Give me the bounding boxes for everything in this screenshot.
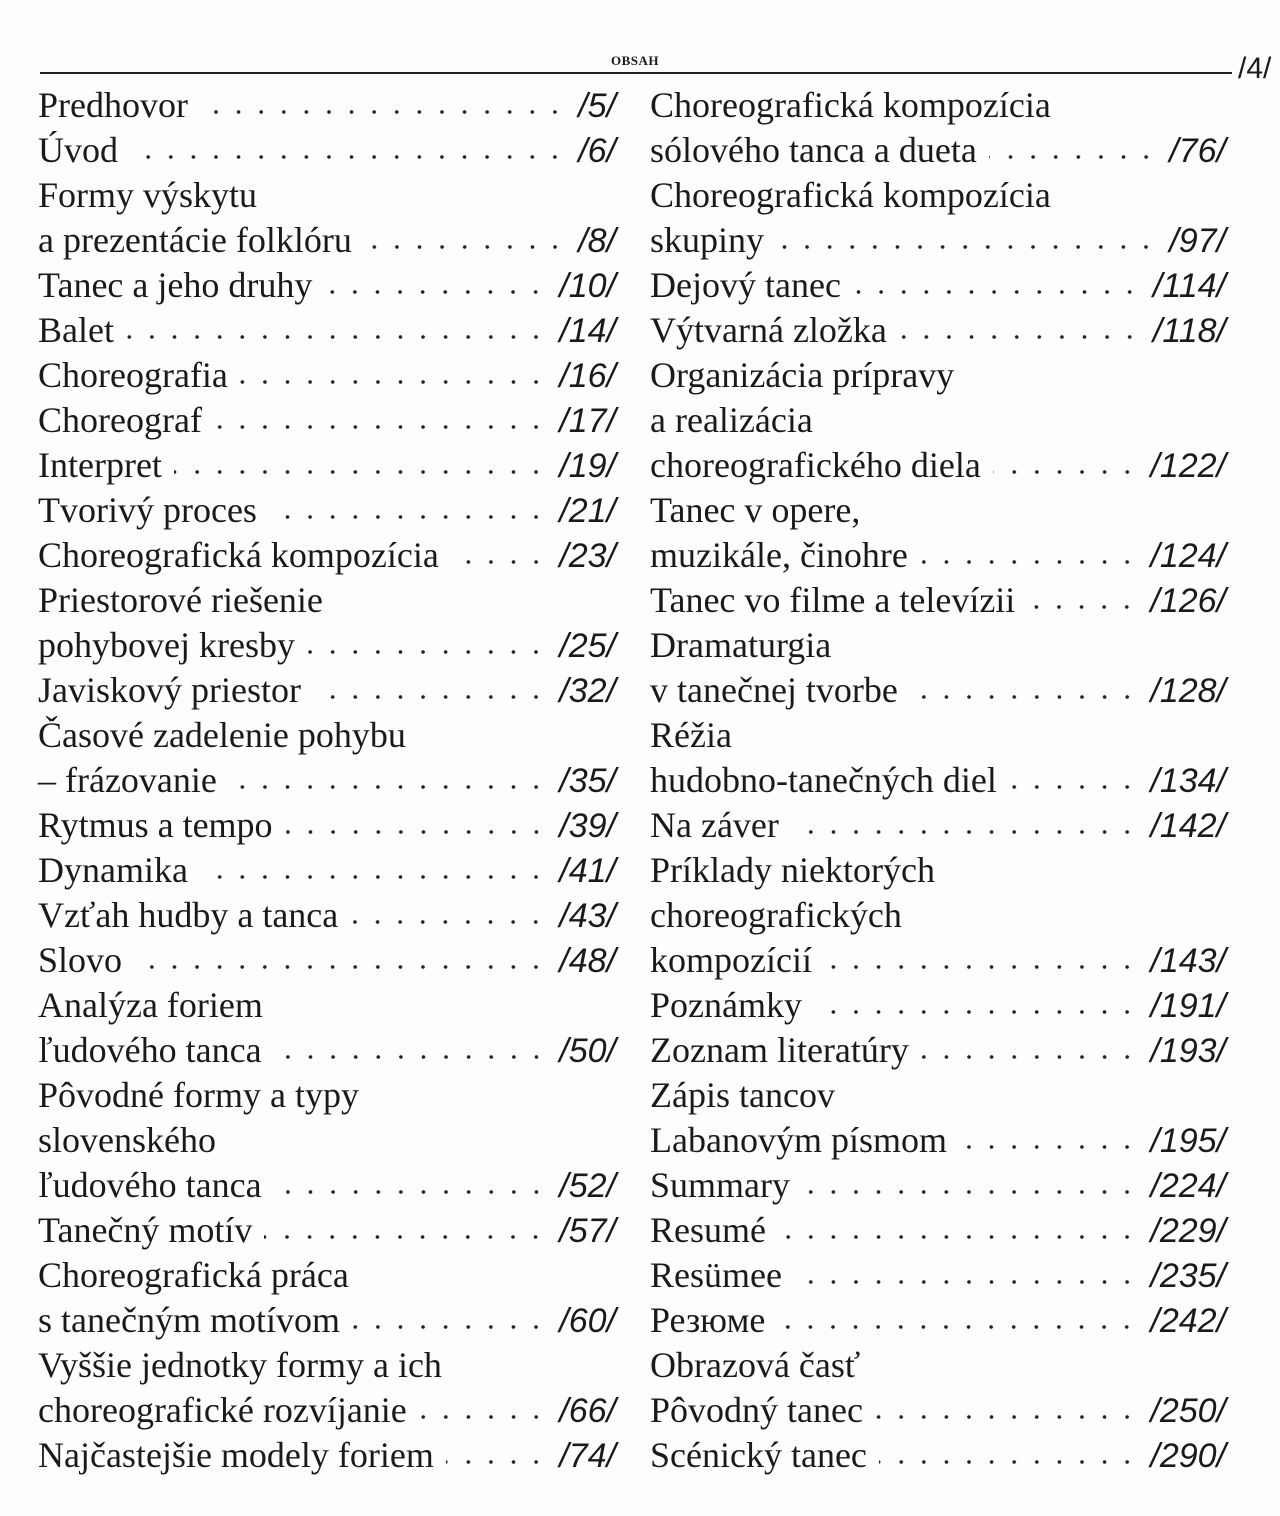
toc-entry-title: choreografické rozvíjanie — [38, 1390, 407, 1430]
dot-leader — [989, 152, 1157, 162]
dot-leader — [776, 242, 1157, 252]
toc-entry-line — [38, 578, 616, 623]
dot-leader — [174, 467, 547, 477]
toc-entry-title: Rytmus a tempo — [38, 805, 273, 845]
toc-entry-line — [650, 1118, 1226, 1163]
dot-leader — [791, 827, 1138, 837]
toc-entry-line — [650, 938, 1226, 983]
toc-page-number: /21/ — [559, 492, 616, 530]
toc-entry-title: Tanec v opere, — [650, 490, 861, 530]
toc-entry-title: Výtvarná zložka — [650, 310, 887, 350]
toc-entry-line — [38, 173, 616, 218]
toc-entry-line — [38, 353, 616, 398]
toc-entry-line — [38, 803, 616, 848]
toc-entry-title: choreografických — [650, 895, 902, 935]
toc-entry-line — [650, 1028, 1226, 1073]
toc-entry-title: Choreograf — [38, 400, 202, 440]
toc-entry-line — [650, 1433, 1226, 1478]
dot-leader — [134, 962, 547, 972]
toc-entry-title: skupiny — [650, 220, 765, 260]
toc-entry-title: Scénický tanec — [650, 1435, 867, 1475]
toc-page-number: /48/ — [559, 942, 616, 980]
toc-entry-title: Zápis tancov — [650, 1075, 835, 1115]
dot-leader — [324, 287, 547, 297]
toc-entry-line — [38, 1073, 616, 1118]
toc-entry-title: Interpret — [38, 445, 162, 485]
toc-entry-line — [650, 398, 1226, 443]
toc-page-number: /229/ — [1150, 1212, 1226, 1250]
toc-entry-title: pohybovej kresby — [38, 625, 295, 665]
toc-entry-title: Pôvodný tanec — [650, 1390, 863, 1430]
toc-entry-title: Choreografická kompozícia — [38, 535, 439, 575]
toc-page-number: /134/ — [1150, 762, 1226, 800]
toc-entry-line — [650, 623, 1226, 668]
toc-entry-title: ľudového tanca — [38, 1165, 262, 1205]
dot-leader — [264, 1232, 547, 1242]
toc-page-number: /191/ — [1150, 987, 1226, 1025]
toc-entry-line — [38, 1163, 616, 1208]
dot-leader — [126, 332, 547, 342]
toc-page-number: /16/ — [559, 357, 616, 395]
toc-entry-title: Resumé — [650, 1210, 766, 1250]
toc-page-number: /50/ — [559, 1032, 616, 1070]
toc-entry-line — [38, 893, 616, 938]
toc-page-number: /122/ — [1150, 447, 1226, 485]
toc-entry-line — [650, 848, 1226, 893]
toc-entry-title: Javiskový priestor — [38, 670, 301, 710]
dot-leader — [214, 422, 547, 432]
toc-page-number: /195/ — [1150, 1122, 1226, 1160]
dot-leader — [921, 1052, 1138, 1062]
toc-entry-line — [38, 848, 616, 893]
toc-entry-title: s tanečným motívom — [38, 1300, 340, 1340]
toc-page-number: /114/ — [1152, 267, 1226, 305]
toc-page-number: /250/ — [1150, 1392, 1226, 1430]
toc-entry-title: Obrazová časť — [650, 1345, 861, 1385]
section-title: OBSAH — [610, 53, 659, 68]
toc-entry-line — [38, 1208, 616, 1253]
toc-entry-line — [38, 1433, 616, 1478]
toc-page-number: /17/ — [559, 402, 616, 440]
toc-entry-line — [650, 803, 1226, 848]
toc-entry-line — [650, 1298, 1226, 1343]
toc-entry-line — [650, 218, 1226, 263]
toc-entry-line — [38, 1028, 616, 1073]
toc-entry-title: Poznámky — [650, 985, 802, 1025]
toc-entry-line — [38, 758, 616, 803]
toc-entry-line — [38, 1298, 616, 1343]
dot-leader — [130, 152, 566, 162]
toc-page-number: /60/ — [559, 1302, 616, 1340]
toc-entry-line — [650, 713, 1226, 758]
toc-entry-line — [38, 263, 616, 308]
dot-leader — [269, 512, 547, 522]
toc-page-number: /126/ — [1150, 582, 1226, 620]
dot-leader — [778, 1232, 1138, 1242]
toc-entry-title: sólového tanca a dueta — [650, 130, 977, 170]
toc-entry-title: Labanovým písmom — [650, 1120, 947, 1160]
toc-entry-line — [650, 1208, 1226, 1253]
dot-leader — [446, 1457, 547, 1467]
toc-entry-title: Balet — [38, 310, 114, 350]
toc-entry-title: Резюме — [650, 1300, 766, 1340]
toc-entry-title: a prezentácie folklóru — [38, 220, 352, 260]
dot-leader — [777, 1322, 1138, 1332]
toc-entry-title: muzikále, činohre — [650, 535, 908, 575]
dot-leader — [285, 827, 548, 837]
toc-entry-title: Slovo — [38, 940, 123, 980]
toc-entry-title: Vzťah hudby a tanca — [38, 895, 339, 935]
toc-page-number: /19/ — [559, 447, 616, 485]
toc-entry-line — [38, 83, 616, 128]
toc-entry-title: Tanec a jeho druhy — [38, 265, 313, 305]
toc-entry-line — [38, 623, 616, 668]
dot-leader — [364, 242, 566, 252]
toc-page-number: /25/ — [559, 627, 616, 665]
toc-entry-line — [650, 443, 1226, 488]
dot-leader — [307, 647, 547, 657]
toc-entry-title: Úvod — [38, 130, 118, 170]
toc-page-number: /290/ — [1150, 1437, 1226, 1475]
dot-leader — [920, 557, 1138, 567]
toc-entry-line — [38, 128, 616, 173]
toc-entry-title: Réžia — [650, 715, 732, 755]
toc-entry-line — [650, 983, 1226, 1028]
header-rule — [40, 72, 1232, 74]
toc-page-number: /35/ — [559, 762, 616, 800]
toc-entry-title: choreografického diela — [650, 445, 981, 485]
toc-entry-line — [38, 1253, 616, 1298]
toc-entry-title: kompozícií — [650, 940, 812, 980]
toc-entry-title: Choreografická práca — [38, 1255, 349, 1295]
toc-entry-line — [38, 1388, 616, 1433]
toc-page-number: /23/ — [559, 537, 616, 575]
toc-page-number: /76/ — [1169, 132, 1226, 170]
toc-entry-line — [650, 308, 1226, 353]
toc-entry-line — [650, 1253, 1226, 1298]
toc-page-number: /128/ — [1150, 672, 1226, 710]
toc-entry-line — [38, 938, 616, 983]
toc-entry-title: Dramaturgia — [650, 625, 832, 665]
toc-page-number: /10/ — [559, 267, 616, 305]
toc-entry-title: Summary — [650, 1165, 790, 1205]
dot-leader — [200, 107, 566, 117]
toc-entry-title: Pôvodné formy a typy — [38, 1075, 359, 1115]
toc-entry-title: Najčastejšie modely foriem — [38, 1435, 434, 1475]
toc-entry-line — [38, 713, 616, 758]
toc-entry-title: Analýza foriem — [38, 985, 263, 1025]
toc-entry-line — [650, 1163, 1226, 1208]
toc-entry-title: Dejový tanec — [650, 265, 841, 305]
toc-entry-line — [38, 668, 616, 713]
toc-right-column — [650, 83, 1226, 1478]
toc-entry-line — [650, 1073, 1226, 1118]
dot-leader — [240, 377, 547, 387]
toc-entry-title: Organizácia prípravy — [650, 355, 955, 395]
toc-page-number: /52/ — [559, 1167, 616, 1205]
toc-entry-title: Choreografická kompozícia — [650, 175, 1051, 215]
dot-leader — [899, 332, 1141, 342]
dot-leader — [352, 1322, 547, 1332]
toc-entry-title: v tanečnej tvorbe — [650, 670, 898, 710]
toc-page-number: /57/ — [559, 1212, 616, 1250]
toc-entry-title: Priestorové riešenie — [38, 580, 323, 620]
toc-entry-title: hudobno-tanečných diel — [650, 760, 997, 800]
toc-page-number: /142/ — [1150, 807, 1226, 845]
toc-entry-title: Choreografia — [38, 355, 228, 395]
toc-entry-line — [650, 1343, 1226, 1388]
toc-page-number: /224/ — [1150, 1167, 1226, 1205]
toc-page-number: /242/ — [1150, 1302, 1226, 1340]
toc-page-number: /193/ — [1150, 1032, 1226, 1070]
toc-entry-title: Choreografická kompozícia — [650, 85, 1051, 125]
toc-entry-line — [650, 668, 1226, 713]
toc-page-number: /66/ — [559, 1392, 616, 1430]
toc-entry-title: Vyššie jednotky formy a ich — [38, 1345, 442, 1385]
toc-entry-line — [38, 398, 616, 443]
toc-entry-title: Formy výskytu — [38, 175, 258, 215]
dot-leader — [419, 1412, 547, 1422]
dot-leader — [451, 557, 547, 567]
toc-page-number: /235/ — [1150, 1257, 1226, 1295]
dot-leader — [824, 962, 1138, 972]
toc-entry-line — [38, 1118, 616, 1163]
toc-entry-line — [650, 353, 1226, 398]
toc-entry-title: ľudového tanca — [38, 1030, 262, 1070]
toc-entry-line — [650, 173, 1226, 218]
dot-leader — [313, 692, 547, 702]
dot-leader — [910, 692, 1138, 702]
page-number: /4/ — [1238, 52, 1272, 85]
toc-left-column — [38, 83, 616, 1478]
toc-entry-title: Časové zadelenie pohybu — [38, 715, 406, 755]
dot-leader — [814, 1007, 1138, 1017]
dot-leader — [993, 467, 1139, 477]
dot-leader — [879, 1457, 1138, 1467]
toc-entry-line — [38, 533, 616, 578]
dot-leader — [794, 1277, 1138, 1287]
toc-entry-title: – frázovanie — [38, 760, 217, 800]
toc-entry-line — [38, 983, 616, 1028]
toc-page-number: /118/ — [1152, 312, 1226, 350]
toc-entry-title: Dynamika — [38, 850, 188, 890]
toc-entry-title: Tvorivý proces — [38, 490, 257, 530]
toc-entry-line — [650, 893, 1226, 938]
toc-page-number: /39/ — [559, 807, 616, 845]
dot-leader — [853, 287, 1141, 297]
dot-leader — [1027, 602, 1138, 612]
dot-leader — [875, 1412, 1138, 1422]
dot-leader — [229, 782, 547, 792]
toc-entry-title: a realizácia — [650, 400, 813, 440]
toc-page-number: /143/ — [1150, 942, 1226, 980]
toc-entry-line — [650, 578, 1226, 623]
toc-entry-title: Tanec vo filme a televízii — [650, 580, 1016, 620]
dot-leader — [274, 1187, 548, 1197]
toc-entry-line — [38, 308, 616, 353]
toc-page-number: /124/ — [1150, 537, 1226, 575]
toc-entry-title: Tanečný motív — [38, 1210, 253, 1250]
dot-leader — [274, 1052, 548, 1062]
dot-leader — [200, 872, 547, 882]
toc-entry-line — [38, 1343, 616, 1388]
toc-page-number: /32/ — [559, 672, 616, 710]
toc-page-number: /74/ — [559, 1437, 616, 1475]
dot-leader — [802, 1187, 1138, 1197]
toc-entry-line — [650, 488, 1226, 533]
toc-page-number: /6/ — [578, 132, 616, 170]
toc-entry-line — [650, 263, 1226, 308]
toc-entry-line — [650, 83, 1226, 128]
toc-entry-title: Predhovor — [38, 85, 188, 125]
toc-page-number: /8/ — [578, 222, 616, 260]
toc-entry-line — [38, 443, 616, 488]
toc-entry-title: slovenského — [38, 1120, 216, 1160]
toc-page-number: /97/ — [1169, 222, 1226, 260]
toc-entry-line — [650, 128, 1226, 173]
dot-leader — [350, 917, 547, 927]
toc-entry-line — [38, 488, 616, 533]
toc-page-number: /41/ — [559, 852, 616, 890]
toc-entry-line — [650, 1388, 1226, 1433]
toc-entry-line — [650, 758, 1226, 803]
toc-page-number: /43/ — [559, 897, 616, 935]
toc-page-number: /14/ — [559, 312, 616, 350]
toc-entry-title: Resümee — [650, 1255, 782, 1295]
toc-entry-line — [38, 218, 616, 263]
toc-entry-title: Príklady niektorých — [650, 850, 935, 890]
dot-leader — [959, 1142, 1138, 1152]
dot-leader — [1009, 782, 1138, 792]
toc-entry-title: Zoznam literatúry — [650, 1030, 909, 1070]
toc-entry-title: Na záver — [650, 805, 779, 845]
toc-entry-line — [650, 533, 1226, 578]
toc-page-number: /5/ — [578, 87, 616, 125]
